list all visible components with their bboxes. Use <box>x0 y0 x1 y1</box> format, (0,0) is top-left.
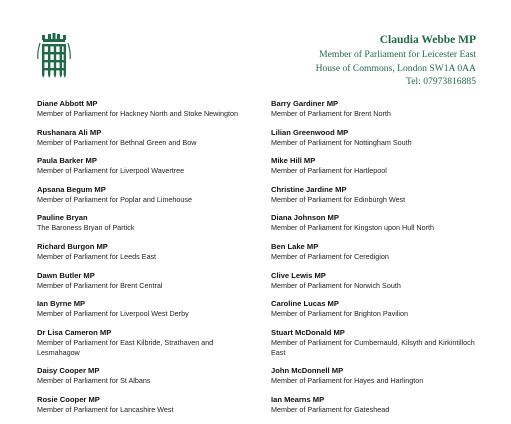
signatory-name: Mike Hill MP <box>271 156 316 166</box>
signatory-role: Member of Parliament for Kingston upon Hull North <box>271 223 434 233</box>
signatory-name: Paula Barker MP <box>37 156 97 166</box>
signatory-entry <box>271 271 481 291</box>
signatory-column-right <box>271 99 481 424</box>
portcullis-icon <box>37 33 71 79</box>
signatory-name: Barry Gardiner MP <box>271 99 339 108</box>
signatory-role: Member of Parliament for Hackney North and Stoke Newington <box>37 109 238 118</box>
signatory-entry <box>271 213 481 233</box>
signatory-name: Ian Mearns MP <box>271 394 325 404</box>
sender-address: House of Commons, London SW1A 0AA <box>315 62 476 74</box>
signatory-entry <box>37 271 247 291</box>
signatory-role: Member of Parliament for Brent North <box>271 109 391 118</box>
signatory-role: Member of Parliament for East Kilbride, Strathaven and Lesmahagow <box>37 337 214 357</box>
signatory-entry <box>271 156 481 176</box>
signatory-entry <box>37 328 247 358</box>
signatory-role: Member of Parliament for Lancashire West <box>37 404 174 414</box>
signatory-entry <box>37 99 247 119</box>
signatory-name: Diane Abbott MP <box>37 99 98 108</box>
signatory-entry <box>37 213 247 233</box>
signatory-name: Clive Lewis MP <box>271 270 326 280</box>
signatory-entry <box>271 395 481 415</box>
signatory-name: John McDonnell MP <box>271 366 344 376</box>
signatory-entry <box>37 128 247 148</box>
signatory-role: Member of Parliament for Liverpool Wavertree <box>37 166 185 176</box>
signatory-entry <box>271 299 481 319</box>
signatory-role: Member of Parliament for Nottingham South <box>271 137 412 147</box>
signatory-entry <box>271 128 481 148</box>
signatory-role: Member of Parliament for Bethnal Green and Bow <box>37 137 197 147</box>
sender-name: Claudia Webbe MP <box>379 34 476 46</box>
signatory-name: Ian Byrne MP <box>37 299 86 309</box>
signatory-entry <box>37 185 247 205</box>
signatory-role: Member of Parliament for Hayes and Harlington <box>271 376 424 386</box>
signatory-role: Member of Parliament for Leeds East <box>37 251 157 261</box>
signatory-role: Member of Parliament for Hartlepool <box>271 166 387 176</box>
signatory-name: Richard Burgon MP <box>37 241 108 251</box>
signatory-entry <box>37 242 247 262</box>
signatory-role: Member of Parliament for Ceredigion <box>271 251 389 261</box>
signatory-entry <box>271 242 481 262</box>
signatory-role: Member of Parliament for Gateshead <box>271 404 390 414</box>
signatory-entry <box>37 156 247 176</box>
signatory-role: Member of Parliament for Brent Central <box>37 280 163 290</box>
signatory-name: Daisy Cooper MP <box>37 366 100 376</box>
signatory-name: Christine Jardine MP <box>271 184 347 194</box>
signatory-name: Dawn Butler MP <box>37 270 95 280</box>
signatory-role: Member of Parliament for Poplar and Limehouse <box>37 194 193 204</box>
signatory-name: Dr Lisa Cameron MP <box>37 327 112 337</box>
letterhead <box>316 33 476 89</box>
signatory-entry <box>37 395 247 415</box>
signatory-name: Pauline Bryan <box>37 213 88 223</box>
signatory-role: Member of Parliament for Norwich South <box>271 280 401 290</box>
signatory-entry <box>37 299 247 319</box>
sender-telephone: Tel: 07973816885 <box>406 76 476 87</box>
signatory-entry <box>37 366 247 386</box>
signatory-role: Member of Parliament for Cumbernauld, Kilsyth and Kirkintilloch East <box>271 337 475 357</box>
signatory-entry <box>271 185 481 205</box>
signatory-role: Member of Parliament for Brighton Pavilion <box>271 309 409 319</box>
signatory-name: Lilian Greenwood MP <box>271 127 349 137</box>
signatory-entry <box>271 99 481 119</box>
signatory-role: The Baroness Bryan of Partick <box>37 223 135 233</box>
signatory-entry <box>271 328 481 358</box>
signatory-name: Rosie Cooper MP <box>37 394 100 404</box>
signatory-role: Member of Parliament for Liverpool West Derby <box>37 309 189 319</box>
signatory-name: Diana Johnson MP <box>271 213 339 223</box>
signatory-name: Rushanara Ali MP <box>37 127 102 137</box>
signatory-column-left <box>37 99 247 424</box>
signatory-role: Member of Parliament for Edinburgh West <box>271 194 406 204</box>
signatory-name: Caroline Lucas MP <box>271 299 339 309</box>
signatory-name: Stuart McDonald MP <box>271 327 345 337</box>
sender-role: Member of Parliament for Leicester East <box>319 49 476 60</box>
signatory-name: Apsana Begum MP <box>37 184 106 194</box>
signatory-entry <box>271 366 481 386</box>
signatory-role: Member of Parliament for St Albans <box>37 376 151 386</box>
signatory-name: Ben Lake MP <box>271 241 319 251</box>
